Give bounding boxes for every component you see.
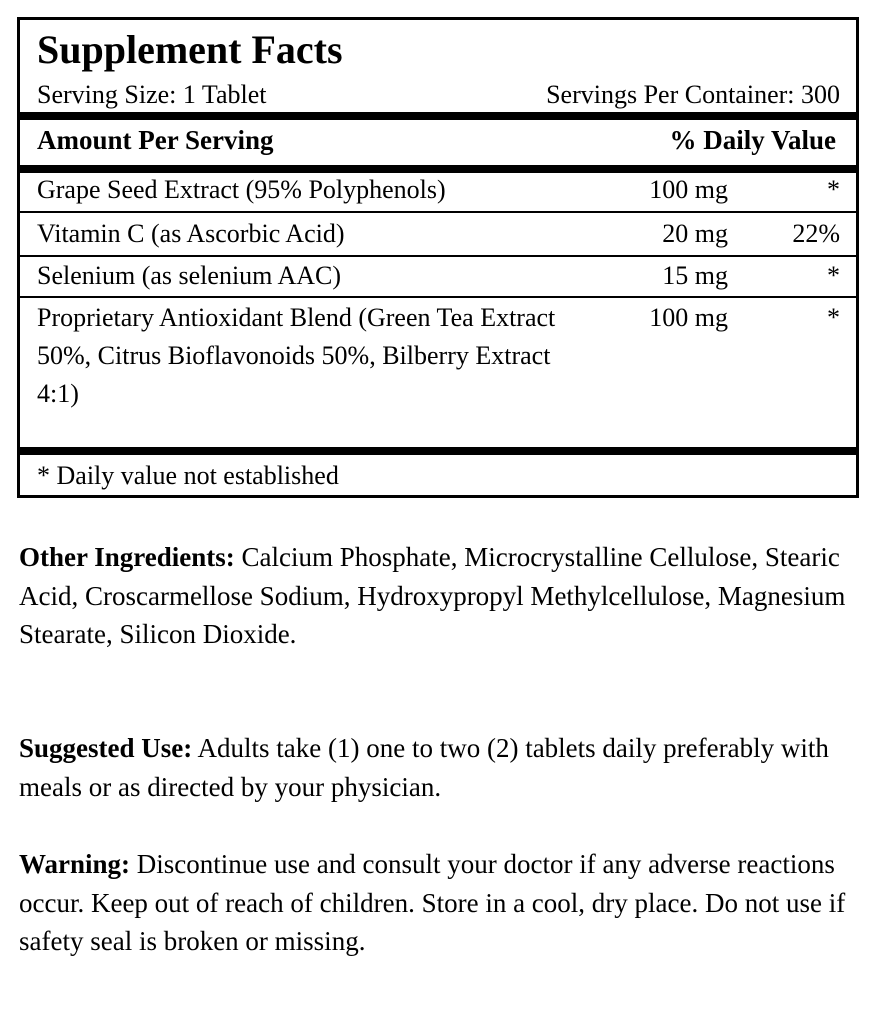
nutrient-name: Grape Seed Extract (95% Polyphenols) xyxy=(37,175,446,204)
nutrient-amount: 100 mg xyxy=(649,175,728,204)
nutrient-amount: 15 mg xyxy=(662,261,728,290)
suggested-use-text: Adults take (1) one to two (2) tablets daily preferably with meals or as directed by your physician. xyxy=(19,733,829,802)
divider-thin xyxy=(20,211,856,213)
supplement-facts-panel xyxy=(17,17,859,498)
nutrient-name: Proprietary Antioxidant Blend (Green Tea Extract 50%, Citrus Bioflavonoids 50%, Bilberry Extract 4:1) xyxy=(37,303,556,408)
serving-size: Serving Size: 1 Tablet xyxy=(37,80,267,109)
nutrient-name: Selenium (as selenium AAC) xyxy=(37,261,342,290)
servings-per-container: Servings Per Container: 300 xyxy=(546,80,840,109)
other-ingredients-text: Calcium Phosphate, Microcrystalline Cellulose, Stearic Acid, Croscarmellose Sodium, Hydroxypropyl Methylcellulose, Magnesium Stearate, Silicon Dioxide. xyxy=(19,542,846,649)
nutrient-name: Vitamin C (as Ascorbic Acid) xyxy=(37,219,345,248)
divider-thick xyxy=(20,447,856,455)
footnote: * Daily value not established xyxy=(37,461,339,490)
warning xyxy=(19,845,859,961)
nutrient-amount: 20 mg xyxy=(662,219,728,248)
other-ingredients-label: Other Ingredients: xyxy=(19,542,235,572)
other-ingredients xyxy=(19,538,859,654)
daily-value-header: % Daily Value xyxy=(669,125,836,155)
suggested-use xyxy=(19,729,859,806)
warning-text: Discontinue use and consult your doctor if any adverse reactions occur. Keep out of reach of children. Store in a cool, dry place. Do not use if safety seal is broken or missing. xyxy=(19,849,846,956)
nutrient-daily-value: * xyxy=(827,303,840,332)
divider-thin xyxy=(20,296,856,298)
panel-title: Supplement Facts xyxy=(37,27,343,72)
nutrient-daily-value: * xyxy=(827,261,840,290)
nutrient-amount: 100 mg xyxy=(649,303,728,332)
amount-per-serving-header: Amount Per Serving xyxy=(37,125,274,155)
divider-thick xyxy=(20,112,856,120)
nutrient-daily-value: 22% xyxy=(792,219,840,248)
suggested-use-label: Suggested Use: xyxy=(19,733,193,763)
warning-label: Warning: xyxy=(19,849,131,879)
nutrient-daily-value: * xyxy=(827,175,840,204)
